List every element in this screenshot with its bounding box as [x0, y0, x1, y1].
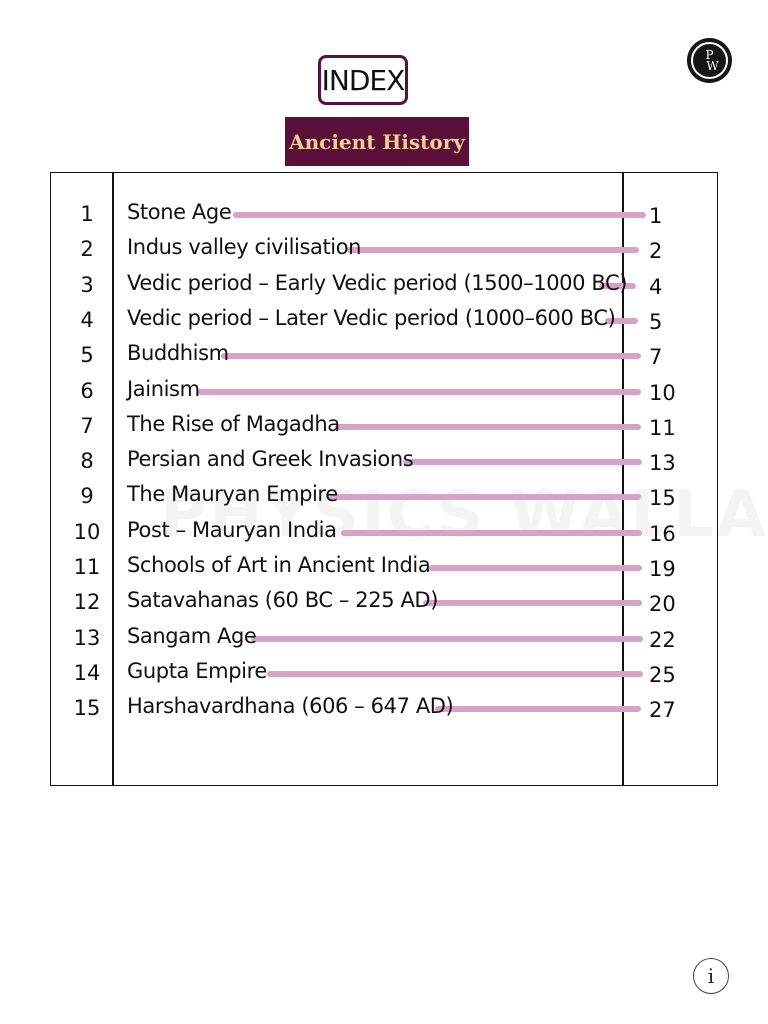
- index-row-page: 11: [649, 415, 676, 440]
- index-row-topic[interactable]: Harshavardhana (606 – 647 AD): [127, 694, 454, 719]
- index-row-page: 13: [649, 451, 676, 476]
- index-row-number: 14: [73, 660, 101, 685]
- index-row[interactable]: [51, 552, 719, 587]
- index-title: INDEX: [318, 55, 408, 105]
- index-row-topic[interactable]: Vedic period – Later Vedic period (1000–600 BC): [127, 305, 616, 330]
- index-row-number: 8: [80, 449, 94, 474]
- index-row-page: 19: [649, 557, 676, 581]
- index-row-number: 7: [80, 413, 94, 438]
- index-row-topic[interactable]: The Mauryan Empire: [127, 482, 338, 507]
- index-row-leader: [347, 247, 639, 253]
- page-number-badge: i: [693, 958, 729, 994]
- pw-logo-icon: [687, 38, 732, 83]
- index-row-number: 1: [80, 202, 94, 226]
- index-row-number: 4: [80, 307, 94, 332]
- index-row-topic[interactable]: The Rise of Magadha: [127, 411, 340, 436]
- index-row-number: 15: [73, 696, 101, 721]
- index-row-number: 13: [73, 625, 101, 650]
- index-row-page: 4: [649, 274, 663, 299]
- index-row-leader: [423, 600, 642, 606]
- index-table: [50, 172, 718, 786]
- index-row[interactable]: [51, 305, 719, 340]
- index-row-number: 10: [73, 519, 101, 544]
- index-row-page: 25: [649, 662, 676, 687]
- index-row[interactable]: [51, 199, 719, 234]
- index-row-leader: [233, 212, 646, 218]
- index-row[interactable]: [51, 376, 719, 411]
- index-row-topic[interactable]: Buddhism: [127, 341, 229, 366]
- index-row-page: 2: [649, 239, 663, 264]
- index-row-page: 1: [649, 204, 663, 228]
- index-row-page: 5: [649, 309, 663, 334]
- index-row[interactable]: [51, 446, 719, 481]
- index-row[interactable]: [51, 234, 719, 269]
- index-row-page: 20: [649, 592, 676, 617]
- index-row[interactable]: [51, 411, 719, 446]
- index-row[interactable]: [51, 693, 719, 728]
- index-row-page: 22: [649, 627, 676, 652]
- index-row-page: 16: [649, 521, 676, 546]
- index-row-number: 2: [80, 237, 94, 262]
- index-row-leader: [197, 389, 641, 395]
- index-row[interactable]: [51, 658, 719, 693]
- index-row-leader: [267, 671, 643, 677]
- index-row-topic[interactable]: Persian and Greek Invasions: [127, 447, 414, 472]
- index-row-topic[interactable]: Indus valley civilisation: [127, 235, 362, 260]
- index-row[interactable]: [51, 587, 719, 622]
- index-row-leader: [341, 530, 642, 536]
- index-row-number: 5: [80, 343, 94, 368]
- logo-letter-w: W: [706, 59, 719, 73]
- index-row-topic[interactable]: Vedic period – Early Vedic period (1500–1000 BC): [127, 270, 628, 295]
- index-row-number: 6: [80, 378, 94, 403]
- index-row-number: 3: [80, 272, 94, 297]
- index-row-topic[interactable]: Stone Age: [127, 200, 232, 224]
- logo-letter-p: P: [705, 48, 714, 62]
- index-row-topic[interactable]: Satavahanas (60 BC – 225 AD): [127, 588, 438, 613]
- index-row-leader: [435, 706, 641, 712]
- index-row-topic[interactable]: Gupta Empire: [127, 658, 267, 683]
- index-row-leader: [335, 424, 641, 430]
- index-row-topic[interactable]: Sangam Age: [127, 623, 257, 648]
- index-row-topic[interactable]: Schools of Art in Ancient India: [127, 553, 431, 577]
- index-row-number: 9: [80, 484, 94, 509]
- index-row-leader: [329, 494, 641, 500]
- index-row-page: 7: [649, 345, 663, 370]
- index-row[interactable]: [51, 517, 719, 552]
- index-row-leader: [221, 353, 641, 359]
- index-row[interactable]: [51, 481, 719, 516]
- index-row-leader: [429, 565, 642, 571]
- index-row-topic[interactable]: Post – Mauryan India: [127, 517, 337, 542]
- index-row[interactable]: [51, 623, 719, 658]
- subject-banner: Ancient History: [285, 117, 469, 166]
- index-row-number: 11: [73, 555, 101, 579]
- index-row-page: 15: [649, 486, 676, 511]
- index-row-page: 27: [649, 698, 676, 723]
- index-row-page: 10: [649, 380, 676, 405]
- index-row-topic[interactable]: Jainism: [127, 376, 200, 401]
- index-row[interactable]: [51, 340, 719, 375]
- index-row-leader: [403, 459, 642, 465]
- index-row-number: 12: [73, 590, 101, 615]
- index-row-leader: [251, 636, 643, 642]
- index-row[interactable]: [51, 270, 719, 305]
